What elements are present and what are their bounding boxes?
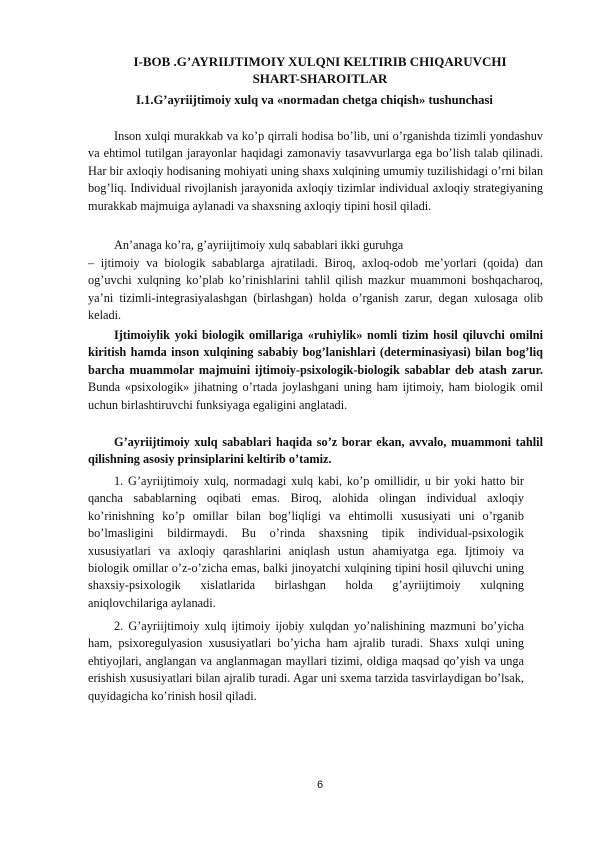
paragraph-intro: Inson xulqi murakkab va ko’p qirrali hodisa bo’lib, uni o’rganishda tizimli yondashuv va ehtimol tutilgan jarayonlar haqidagi zamonaviy tasavvurlarga ega bo’lish talab qilinadi. Har bir axloqiy hodisaning mohiyati uning shaxs xulqining umumiy tuzilishidagi o’rni bilan bog’liq. Individual rivojlanish jarayonida axloqiy tizimlar individual axloqiy strategiyaning murakkab majmuiga aylanadi va shaxsning axloqiy tipini hosil qiladi. [88,129,543,213]
page-number: 6 [316,779,324,791]
paragraph-principles-lead-bold: G’ayriijtimoiy xulq sabablari haqida so’z borar ekan, avvalo, muammoni tahlil qilishning asosiy prinsiplarini keltirib o’tamiz. [88,435,543,467]
paragraph-psychological [88,327,543,414]
paragraph-principle-1: 1. G’ayriijtimoiy xulq, normadagi xulq kabi, ko’p omillidir, u bir yoki hatto bir qancha sabablarning oqibati emas. Biroq, alohida olingan individual axloqiy ko’rinishning ko’p omillar bilan bog’liqligi va ehtimolli xususiyati uni o’rganib bo’lmasligini bildirmaydi. Bu o’rinda shaxsning tipik individual-psixologik xususiyatlari va axloqiy qarashlarini aniqlash ustun ahamiyatga ega. Ijtimoiy va biologik omillar o’z-o’zicha emas, balki jinoyatchi xulqining tipini hosil qiluvchi uning shaxsiy-psixologik xislatlarida birlashgan holda g’ayriijtimoiy xulqning aniqlovchilariga aylanadi. [88,474,524,610]
paragraph-psychological-rest: Bunda «psixologik» jihatning o’rtada joylashgani uning ham ijtimoiy, ham biologik omil uchun birlashtiruvchi funksiyaga egaligini anglatadi. [88,380,543,412]
paragraph-causes-dash: – ijtimoiy va biologik sabablarga ajratiladi. Biroq, axloq-odob me’yorlari (qoida) dan og’uvchi xulqning ko’plab ko’rinishlarini tahlil qilish mazkur muammoni boshqacharoq, ya’ni tizimli-integrasiyalashgan (birlashgan) holda o’rganish zarur, degan xulosaga olib keladi. [88,256,543,323]
paragraph-psychological-bold: Ijtimoiylik yoki biologik omillariga «ruhiylik» nomli tizim hosil qiluvchi omilni kiritish hamda inson xulqining sababiy bog’lanishlari (determinasiyasi) bilan bog’liq barcha muammolar majmuini ijtimoiy-psixologik-biologik sabablar deb atash zarur. [88,328,543,377]
paragraph-principles-lead [88,434,543,469]
chapter-title [60,53,580,87]
chapter-title-line-2: SHART-SHAROITLAR [252,71,388,86]
chapter-title-line-1: I-BOB .G’AYRIIJTIMOIY XULQNI KELTIRIB CHIQARUVCHI [133,54,507,69]
paragraph-principle-2: 2. G’ayriijtimoiy xulq ijtimoiy ijobiy xulqdan yo’nalishining mazmuni bo’yicha ham, psixoregulyasion xususiyatlari bo’yicha ham ajralib turadi. Shaxs xulqi uning ehtiyojlari, anglangan va anglanmagan mayllari tizimi, oldiga maqsad qo’yish va unga erishish xususiyatlari bilan ajralib turadi. Agar uni sxema tarzida tasvirlaydigan bo’lsak, quyidagicha ko’rinish hosil qiladi. [88,619,524,703]
paragraph-causes-intro: An’anaga ko’ra, g’ayriijtimoiy xulq sabablari ikki guruhga [114,238,404,252]
section-title: I.1.G’ayriijtimoiy xulq va «normadan chetga chiqish» tushunchasi [136,93,493,107]
